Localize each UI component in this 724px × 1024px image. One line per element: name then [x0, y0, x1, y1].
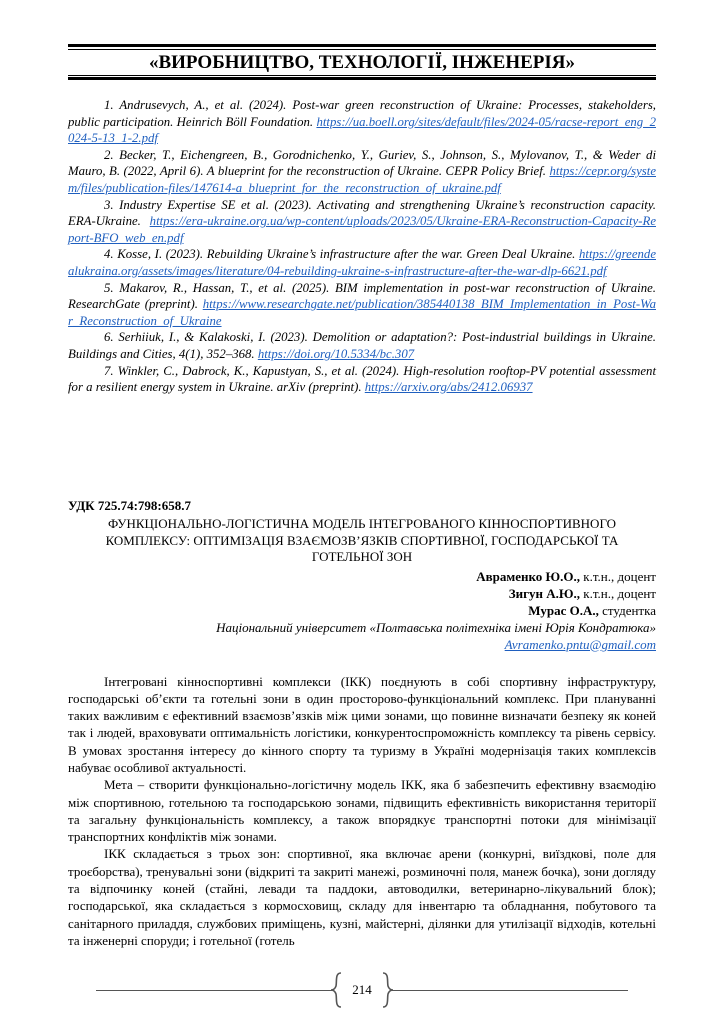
- author-role: к.т.н., доцент: [580, 585, 656, 601]
- author-email-link[interactable]: Avramenko.pntu@gmail.com: [504, 636, 656, 652]
- reference-link[interactable]: https://doi.org/10.5334/bc.307: [257, 346, 415, 361]
- reference-item: [68, 197, 656, 247]
- reference-item: [68, 246, 656, 279]
- reference-link[interactable]: https://era-ukraine.org.ua/wp-content/uploads/2023/05/Ukraine-ERA-Reconstruction-Capacity-Report-BFO_web_en.pdf: [68, 214, 656, 245]
- reference-link[interactable]: https://arxiv.org/abs/2412.06937: [364, 380, 533, 395]
- reference-text: 2. Becker, T., Eichengreen, B., Gorodnichenko, Y., Guriev, S., Johnson, S., Mylovanov, T., & Weder di Mauro, B. (2022, April 6). A blueprint for the reconstruction of Ukraine. CEPR Policy Brief.: [68, 147, 656, 179]
- reference-text: 6. Serhiiuk, I., & Kalakoski, I. (2023). Demolition or adaptation?: Post-industrial buildings in Ukraine. Buildings and Cities, 4(1), 352–368.: [68, 330, 656, 361]
- footer-rule-right: [392, 990, 628, 991]
- reference-item: [68, 97, 656, 147]
- article: [68, 497, 656, 949]
- reference-link[interactable]: https://cepr.org/system/files/publication-files/147614-a_blueprint_for_the_reconstruction_of_ukraine.pdf: [68, 164, 656, 195]
- article-body: [68, 673, 656, 950]
- running-header-title: «ВИРОБНИЦТВО, ТЕХНОЛОГІЇ, ІНЖЕНЕРІЯ»: [148, 52, 576, 73]
- author-name: Зигун А.Ю.,: [508, 585, 581, 601]
- reference-item: [68, 147, 656, 197]
- author-block: [68, 568, 656, 653]
- udk-code: УДК 725.74:798:658.7: [68, 498, 192, 513]
- body-paragraph: Мета – створити функціонально-логістичну модель ІКК, яка б забезпечить ефективну взаємодію між спортивною, готельною та господарською зонами, підвищить ефективність використання території та загальну функціональність комплексу, а також впорядкує транспортні потоки для мінімізації транспортних конфліктів між зонами.: [68, 777, 656, 845]
- header-rule-top: [68, 44, 656, 47]
- author-line: [68, 585, 656, 602]
- footer-rule-left: [96, 990, 332, 991]
- reference-item: [68, 363, 656, 396]
- reference-text: 3. Industry Expertise SE et al. (2023). Activating and strengthening Ukraine’s reconstruction capacity. ERA-Ukraine.: [68, 197, 656, 229]
- left-brace-ornament: [330, 972, 344, 1008]
- author-role: к.т.н., доцент: [580, 568, 656, 584]
- affiliation: Національний університет «Полтавська політехніка імені Юрія Кондратюка»: [216, 619, 656, 635]
- article-title: ФУНКЦІОНАЛЬНО-ЛОГІСТИЧНА МОДЕЛЬ ІНТЕГРОВАНОГО КІННОСПОРТИВНОГО КОМПЛЕКСУ: ОПТИМІЗАЦІЯ ВЗАЄМОЗВ’ЯЗКІВ СПОРТИВНОЇ, ГОСПОДАРСЬКОЇ ТА ГОТЕЛЬНОЇ ЗОН: [105, 516, 619, 564]
- reference-list: [68, 97, 656, 396]
- author-line: [68, 602, 656, 619]
- reference-text: 4. Kosse, I. (2023). Rebuilding Ukraine’s infrastructure after the war. Green Deal Ukraine.: [104, 247, 579, 262]
- reference-link[interactable]: https://greendealukraina.org/assets/images/literature/04-rebuilding-ukraine-s-infrastructure-after-the-war-dlp-6621.pdf: [68, 247, 656, 278]
- reference-text: 5. Makarov, R., Hassan, T., et al. (2025). BIM implementation in post-war reconstruction of Ukraine. ResearchGate (preprint).: [68, 280, 656, 312]
- body-paragraph: Інтегровані кінноспортивні комплекси (ІКК) поєднують в собі спортивну інфраструктуру, господарські об’єкти та готельні зони в один просторово-функціональний комплекс. При плануванні таких важливим є ефективний взаємозв’язків між цими зонами, що повинне визначати безпеку як коней так і людей, враховувати оптимальність логістики, конкурентоспроможність комплексу та рівень сервісу. В умовах зростання інтересу до кінного спорту та туризму в Україні модернізація таких комплексів набуває особливої актуальності.: [68, 673, 656, 775]
- author-name: Авраменко Ю.О.,: [476, 568, 581, 584]
- author-line: [68, 568, 656, 585]
- header-rule-bottom-thin: [68, 75, 656, 76]
- reference-item: [68, 329, 656, 362]
- reference-link[interactable]: https://www.researchgate.net/publication/385440138_BIM_Implementation_in_Post-War_Reconstruction_of_Ukraine: [68, 297, 656, 328]
- reference-text: 7. Winkler, C., Dabrock, K., Kapustyan, S., et al. (2024). High-resolution rooftop-PV potential assessment for a resilient energy system in Ukraine. arXiv (preprint).: [68, 363, 656, 395]
- author-name: Мурас О.А.,: [528, 602, 599, 618]
- body-paragraph: ІКК складається з трьох зон: спортивної, яка включає арени (конкурні, виїздкові, поле для троєборства), тренувальні зони (відкриті та закриті манежі, розминочні поля, манеж бочка), зони догляду та відпочинку коней (стайні, левади та паддоки, автоводилки, ветеринарно-лікувальний блок); господарської, яка складається з кормосховищ, складу для інвентарю та обладнання, побутового та санітарного приладдя, службових приміщень, кузні, майстерні, ділянки для утилізації відходів, котельні та інженерні споруди; і готельної (готель: [68, 846, 656, 948]
- reference-text: 1. Andrusevych, A., et al. (2024). Post-war green reconstruction of Ukraine: Processes, stakeholders, public participation. Heinrich Böll Foundation.: [68, 98, 656, 129]
- header-rule-bottom: [68, 77, 656, 80]
- reference-item: [68, 280, 656, 330]
- author-role: студентка: [598, 602, 656, 618]
- page-number: 214: [352, 982, 372, 997]
- reference-link[interactable]: https://ua.boell.org/sites/default/files/2024-05/racse-report_eng_2024-5-13_1-2.pdf: [68, 114, 656, 146]
